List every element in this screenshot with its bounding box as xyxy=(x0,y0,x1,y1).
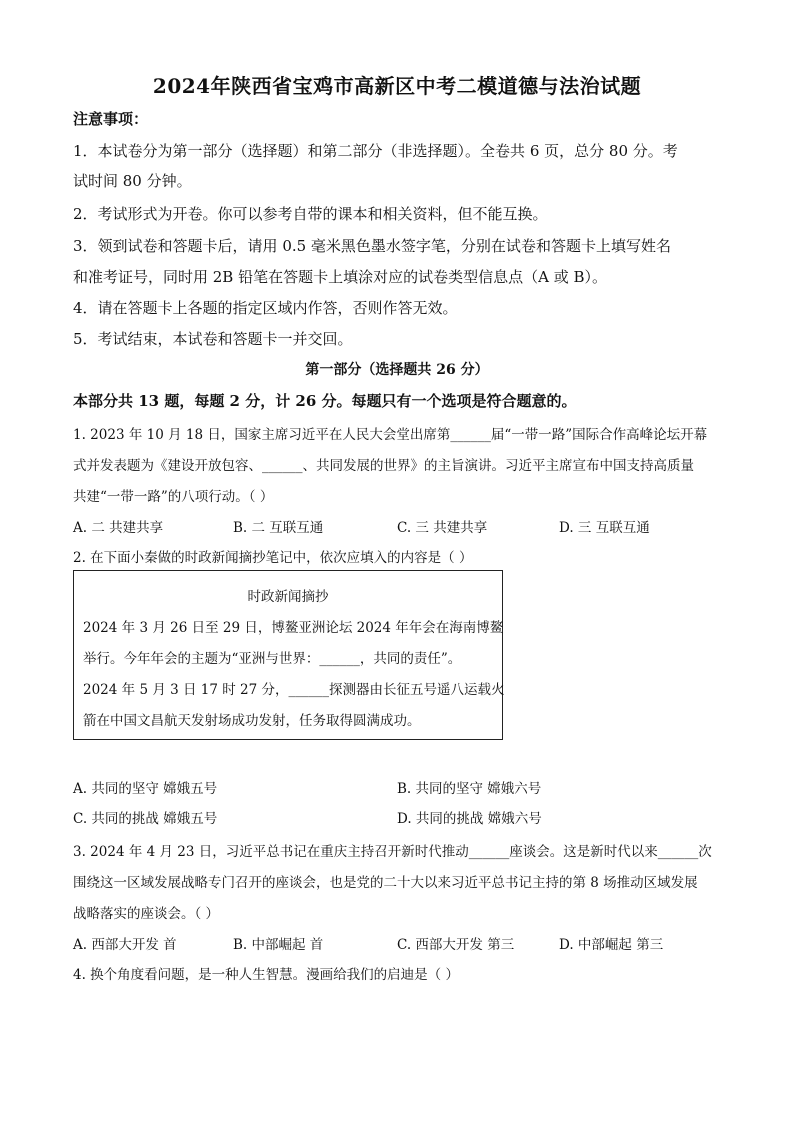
notice-line: 试时间 80 分钟。 xyxy=(73,172,192,190)
q2-option-b: B. 共同的坚守 嫦娥六号 xyxy=(397,781,542,797)
notice-heading: 注意事项： xyxy=(73,110,149,128)
notice-line: 和准考证号，同时用 2B 铅笔在答题卡上填涂对应的试卷类型信息点（A 或 B）。 xyxy=(73,268,607,286)
q2-option-c: C. 共同的挑战 嫦娥五号 xyxy=(73,811,218,827)
news-box-line: 2024 年 3 月 26 日至 29 日，博鳌亚洲论坛 2024 年年会在海南博鳌 xyxy=(83,620,504,636)
notice-line: 2．考试形式为开卷。你可以参考自带的课本和相关资料，但不能互换。 xyxy=(73,205,548,223)
q3-option-c: C. 西部大开发 第三 xyxy=(397,937,515,953)
q3-option-b: B. 中部崛起 首 xyxy=(233,937,324,953)
news-box-title: 时政新闻摘抄 xyxy=(247,589,329,605)
notice-line: 4．请在答题卡上各题的指定区域内作答，否则作答无效。 xyxy=(73,299,458,317)
news-box-line: 2024 年 5 月 3 日 17 时 27 分，______探测器由长征五号遥八运载火 xyxy=(83,682,505,698)
notice-line: 1．本试卷分为第一部分（选择题）和第二部分（非选择题）。全卷共 6 页，总分 80 分。考 xyxy=(73,142,678,160)
section-intro: 本部分共 13 题，每题 2 分，计 26 分。每题只有一个选项是符合题意的。 xyxy=(73,392,577,410)
q2-option-a: A. 共同的坚守 嫦娥五号 xyxy=(73,781,218,797)
q1-option-a: A. 二 共建共享 xyxy=(73,520,164,536)
notice-line: 5．考试结束，本试卷和答题卡一并交回。 xyxy=(73,330,353,348)
q1-option-c: C. 三 共建共享 xyxy=(397,520,488,536)
q3-option-a: A. 西部大开发 首 xyxy=(73,937,177,953)
news-box-line: 举行。今年年会的主题为“亚洲与世界：______，共同的责任”。 xyxy=(83,651,462,667)
q1-stem-line: 共建“一带一路”的八项行动。（ ） xyxy=(73,489,274,505)
page-title: 2024年陕西省宝鸡市高新区中考二模道德与法治试题 xyxy=(152,74,642,98)
q4-stem: 4. 换个角度看问题，是一种人生智慧。漫画给我们的启迪是（ ） xyxy=(73,967,459,983)
q3-option-d: D. 中部崛起 第三 xyxy=(559,937,664,953)
q3-stem-line: 战略落实的座谈会。（ ） xyxy=(73,906,220,922)
section-title: 第一部分（选择题共 26 分） xyxy=(305,362,489,378)
q2-option-d: D. 共同的挑战 嫦娥六号 xyxy=(397,811,542,827)
q1-option-d: D. 三 互联互通 xyxy=(559,520,650,536)
q3-stem-line: 围绕这一区域发展战略专门召开的座谈会，也是党的二十大以来习近平总书记主持的第 8 场推动区域发展 xyxy=(73,875,698,891)
q1-option-b: B. 二 互联互通 xyxy=(233,520,324,536)
q3-stem-line: 3. 2024 年 4 月 23 日，习近平总书记在重庆主持召开新时代推动______座谈会。这是新时代以来______次 xyxy=(73,844,712,860)
news-excerpt-box xyxy=(73,570,503,740)
q2-stem: 2. 在下面小秦做的时政新闻摘抄笔记中，依次应填入的内容是（ ） xyxy=(73,550,473,566)
notice-line: 3．领到试卷和答题卡后，请用 0.5 毫米黑色墨水签字笔，分别在试卷和答题卡上填写姓名 xyxy=(73,237,671,255)
q1-stem-line: 1. 2023 年 10 月 18 日，国家主席习近平在人民大会堂出席第______届“一带一路”国际合作高峰论坛开幕 xyxy=(73,427,708,443)
q1-stem-line: 式并发表题为《建设开放包容、______、共同发展的世界》的主旨演讲。习近平主席宣布中国支持高质量 xyxy=(73,458,694,474)
news-box-line: 箭在中国文昌航天发射场成功发射，任务取得圆满成功。 xyxy=(83,713,421,729)
